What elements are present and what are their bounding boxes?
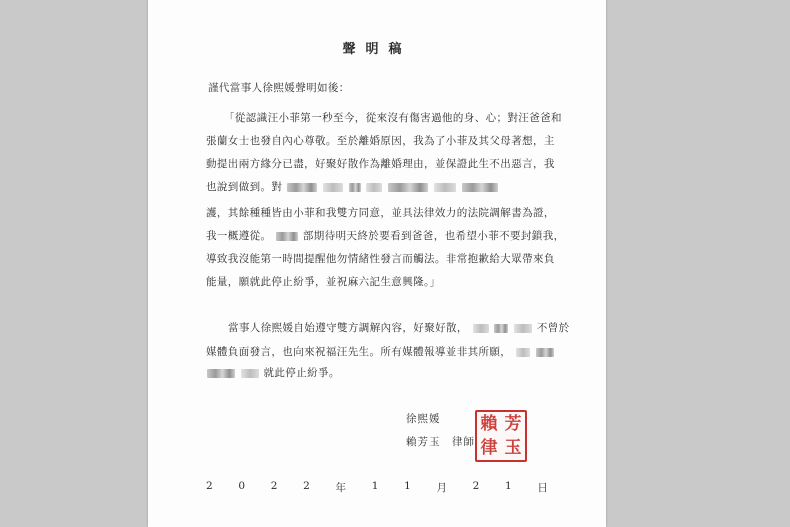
quote-line: 護，其餘種種皆由小菲和我雙方同意，並具法律效力的法院調解書為證， — [206, 207, 555, 219]
quote-line: 也說到做到。對 — [206, 181, 283, 193]
redaction-blur — [494, 324, 508, 333]
opening-line: 謹代當事人徐熙媛聲明如後： — [208, 82, 350, 94]
date-char: 2 — [303, 480, 310, 492]
para2-line: 就此停止紛爭。 — [263, 367, 340, 379]
para2-line-redacted — [206, 365, 340, 380]
quote-line: 動提出兩方緣分已盡，好聚好散作為離婚理由，並保證此生不出惡言，我 — [206, 158, 555, 170]
redaction-blur — [462, 183, 498, 192]
redaction-blur — [349, 183, 361, 192]
redaction-blur — [287, 183, 317, 192]
redaction-blur — [241, 369, 259, 378]
seal-char: 芳 — [504, 413, 522, 434]
redaction-blur — [388, 183, 428, 192]
quote-line: 能量，願就此停止紛爭，並祝麻六記生意興隆。」 — [206, 276, 441, 288]
redaction-blur — [516, 348, 530, 357]
para2-line-redacted — [228, 320, 570, 335]
seal-char: 玉 — [504, 437, 522, 458]
date-char: 2 — [206, 480, 213, 492]
quote-line: 「從認識汪小菲第一秒至今，從來沒有傷害過他的身、心；對汪爸爸和 — [224, 112, 562, 124]
date-char: 1 — [404, 480, 411, 492]
date-char: 年 — [335, 482, 346, 494]
redaction-blur — [323, 183, 343, 192]
date-char: 1 — [371, 480, 379, 492]
lawyer-seal — [475, 410, 527, 462]
date-char: 1 — [505, 480, 512, 492]
quote-line: 張蘭女士也發自內心尊敬。至於離婚原因，我為了小菲及其父母著想，主 — [206, 135, 555, 147]
date-char: 日 — [537, 482, 548, 494]
para2-line: 媒體負面發言，也向來祝福汪先生。所有媒體報導並非其所願， — [206, 346, 512, 358]
quote-line-redacted — [206, 228, 565, 243]
redaction-blur — [434, 183, 456, 192]
date-char: 2 — [270, 480, 278, 492]
redaction-blur — [473, 324, 489, 333]
date-char: 月 — [436, 482, 447, 494]
redaction-blur — [514, 324, 532, 333]
document-title: 聲明稿 — [342, 42, 412, 57]
date-row — [206, 480, 548, 495]
quote-line: 導致我沒能第一時間提醒他勿情緒性發言而觸法。非常抱歉給大眾帶來負 — [206, 253, 555, 265]
quote-line-redacted — [206, 179, 499, 194]
redaction-blur — [207, 369, 235, 378]
seal-char: 賴 — [480, 413, 498, 434]
redaction-blur — [536, 348, 554, 357]
signer-name: 徐熙媛 — [406, 413, 441, 425]
quote-line: 部期待明天終於要看到爸爸，也希望小菲不要封鎖我， — [302, 230, 565, 242]
seal-char: 律 — [480, 437, 498, 458]
para2-line: 當事人徐熙媛自始遵守雙方調解內容，好聚好散， — [228, 322, 468, 334]
redaction-blur — [276, 232, 298, 241]
document-page — [148, 0, 606, 527]
para2-line: 不曾於 — [536, 322, 570, 334]
date-char: 0 — [238, 480, 246, 492]
date-char: 2 — [472, 480, 480, 492]
signer-lawyer: 賴芳玉 律師 — [406, 436, 475, 448]
redaction-blur — [366, 183, 382, 192]
para2-line-redacted — [206, 344, 555, 359]
quote-line: 我一概遵從。 — [206, 230, 272, 242]
